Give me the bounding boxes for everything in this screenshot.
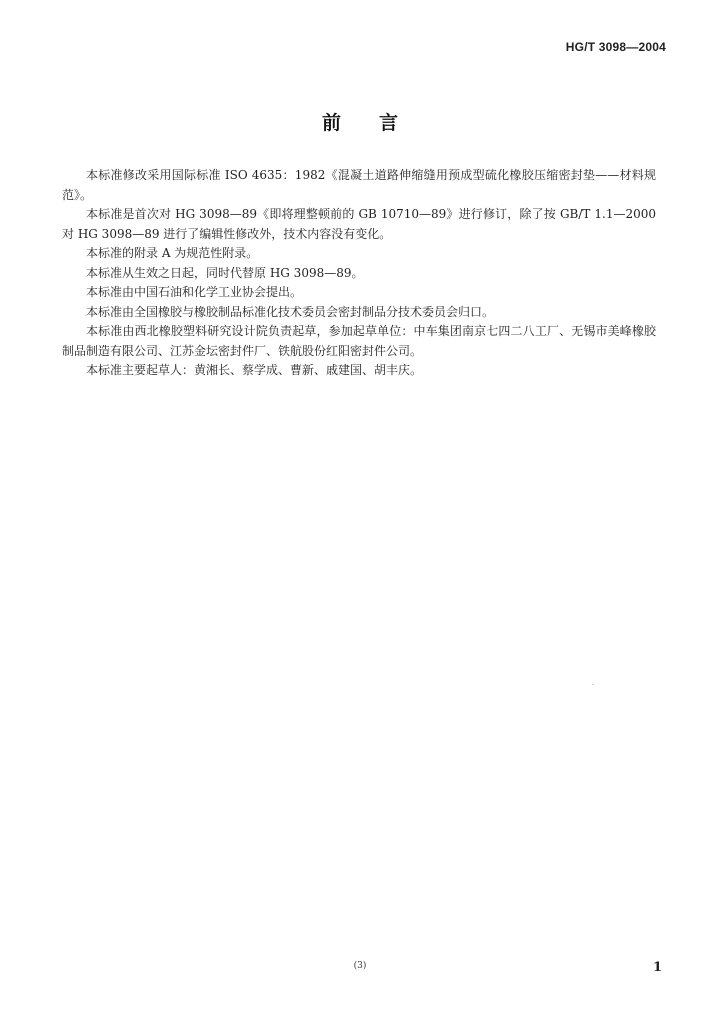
standard-number: HG/T 3098—2004 (565, 40, 666, 54)
page-title: 前言 (321, 112, 436, 134)
foreword-paragraph: 本标准是首次对 HG 3098—89《即将理整顿前的 GB 10710—89》进行修订，除了按 GB/T 1.1—2000 对 HG 3098—89 进行了编辑性修改外，技术内容没有变化。 (62, 207, 656, 241)
foreword-paragraph: 本标准由中国石油和化学工业协会提出。 (86, 285, 303, 299)
foreword-body (62, 166, 656, 381)
roman-page-label: (3) (353, 961, 367, 971)
foreword-paragraph: 本标准主要起草人：黄湘长、蔡学成、曹新、戚建国、胡丰庆。 (86, 363, 423, 377)
scan-speck (592, 684, 594, 685)
foreword-paragraph: 本标准由西北橡胶塑料研究设计院负责起草，参加起草单位：中车集团南京七四二八工厂、无锡市美峰橡胶制品制造有限公司、江苏金坛密封件厂、铁航股份红阳密封件公司。 (62, 324, 656, 358)
page-number: 1 (652, 960, 662, 975)
foreword-paragraph: 本标准由全国橡胶与橡胶制品标准化技术委员会密封制品分技术委员会归口。 (86, 304, 495, 319)
foreword-paragraph: 本标准从生效之日起，同时代替原 HG 3098—89。 (86, 265, 364, 280)
foreword-paragraph: 本标准的附录 A 为规范性附录。 (86, 246, 259, 260)
foreword-paragraph: 本标准修改采用国际标准 ISO 4635：1982《混凝土道路伸缩缝用预成型硫化橡胶压缩密封垫——材料规范》。 (62, 168, 656, 202)
